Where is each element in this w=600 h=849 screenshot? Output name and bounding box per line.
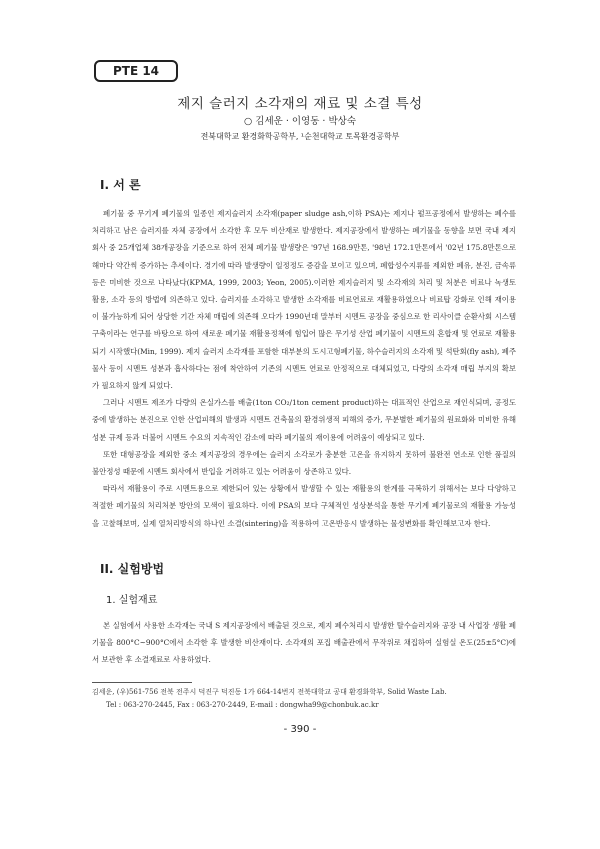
session-tag: PTE 14: [94, 60, 178, 82]
author-list: ○ 김세운 · 이영동 · 박상숙: [243, 116, 357, 127]
sub-heading-materials: 1. 실험재료: [106, 595, 158, 606]
intro-body: [92, 205, 516, 532]
intro-paragraph: 폐기물 중 무기계 폐기물의 일종인 제지슬러지 소각재(paper sludge ash,이하 PSA)는 제지나 펄프공정에서 발생하는 폐수를 처리하고 남은 슬러지를 자체 공장에서 소각한 후 모두 비산재로 발생한다. 제지공장에서 발생하는 폐기물을 동향을 보면 국내 제지회사 중 25개업체 38개공장을 기준으로 하여 전체 폐기물 발생량은 '97년 168.9만톤, '98년 172.1만톤에서 '02년 175.8만톤으로 해마다 약간씩 증가하는 추세이다. 경기에 따라 발생량이 일정정도 증감을 보이고 있으며, 폐합성수지류를 제외한 폐유, 분진, 금속류 등은 미비한 것으로 나타났다(KPMA, 1999, 2003; Yeon, 2005).이러한 제지슬러지 및 소각재의 처리 및 처분은 비료나 녹생토 활용, 소각 등의 방법에 의존하고 있다. 슬러지를 소각하고 발생한 소각재를 비료연료로 재활용하였으나 비료탑 강화로 인해 재이용이 불가능하게 되어 상당한 기간 자체 매립에 의존해 오다가 1990년대 말부터 시멘트 공장을 중심으로 한 리사이클 순환사회 시스템 구축이라는 연구를 바탕으로 하여 새로운 폐기물 재활용정책에 힘입어 많은 무기성 산업 폐기물이 시멘트의 혼합재 및 연료로 재활용되기 시작했다(Min, 1999). 제지 슬러지 소각재를 포함한 대부분의 도시고형폐기물, 하수슬러지의 소각재 및 석탄회(fly ash), 폐주물사 등이 시멘트 성분과 흡사하다는 점에 착안하여 기존의 시멘트 연료로 안정적으로 대체되었고, 다량의 소각재 매립 부지의 확보가 필요하지 않게 되었다.: [92, 209, 516, 391]
methods-paragraph: 본 실험에서 사용한 소각재는 국내 S 제지공장에서 배출된 것으로, 제지 폐수처리시 발생한 탈수슬러지와 공장 내 사업장 생활 폐기물을 800°C~900°C에서 소각한 후 발생한 비산재이다. 소각재의 포집 배출관에서 무작위로 채집하여 실험실 온도(25±5°C)에서 보관한 후 소결재료로 사용하였다.: [92, 621, 516, 665]
intro-paragraph: 그러나 시멘트 제조가 다량의 온실가스를 배출(1ton CO₂/1ton cement product)하는 대표적인 산업으로 재인식되며, 공정도중에 발생하는 분진으로 인한 산업피해의 발생과 시멘트 건축물의 환경위생적 피해의 증가, 무분별한 폐기물의 원료화와 미비한 유해성분 규제 등과 더불어 시멘트 수요의 지속적인 감소에 따라 폐기물의 재이용에 어려움이 예상되고 있다.: [92, 398, 516, 442]
methods-body: [92, 617, 516, 669]
footnote-line-2: Tel : 063-270-2445, Fax : 063-270-2449, E-mail : dongwha99@chonbuk.ac.kr: [106, 701, 379, 709]
page-number: - 390 -: [283, 724, 317, 735]
footnote-divider: [92, 682, 192, 683]
methods-heading: II. 실험방법: [100, 562, 165, 576]
intro-heading: I. 서 론: [100, 178, 141, 192]
intro-paragraph: 따라서 재활용이 주로 시멘트용으로 제한되어 있는 상황에서 발생할 수 있는 재활용의 한계를 극복하기 위해서는 보다 다양하고 적절한 폐기물의 처리처분 방안의 모색이 필요하다. 이에 PSA의 보다 구체적인 성상분석을 통한 무기계 폐기물로의 재활용 가능성을 고찰해보며, 실제 열처리방식의 하나인 소결(sintering)을 적용하여 고온반응시 발생하는 물성변화를 확인해보고자 한다.: [92, 484, 516, 528]
affiliation: 전북대학교 환경화학공학부, ¹순천대학교 토목환경공학부: [200, 132, 400, 141]
paper-title: 제지 슬러지 소각재의 재료 및 소결 특성: [177, 96, 423, 112]
intro-paragraph: 또한 대형공장을 제외한 중소 제지공장의 경우에는 슬러지 소각로가 충분한 고온을 유지하지 못하여 불완전 연소로 인한 품질의 불안정성 때문에 시멘트 회사에서 반입을 거려하고 있는 어려움이 상존하고 있다.: [92, 449, 516, 477]
footnote-line-1: 김세운, (우)561-756 전북 전주시 덕진구 덕진동 1가 664-14번지 전북대학교 공대 환경화학부, Solid Waste Lab.: [92, 688, 447, 696]
